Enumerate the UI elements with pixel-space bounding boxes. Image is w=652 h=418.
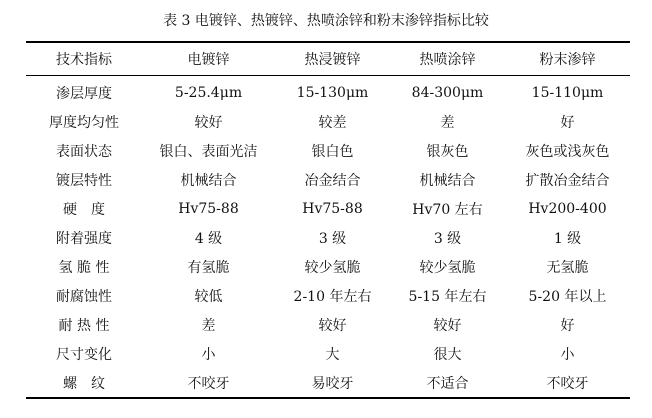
row-label-cell: 表面状态 [56,143,112,160]
table-cell: 不适合 [426,375,469,392]
table-cell: 无氢脆 [546,259,589,276]
row-label-cell: 附着强度 [56,230,112,247]
header-cell-powder-sherardizing: 粉末渗锌 [539,52,596,68]
table-cell: 较好 [318,317,347,334]
table-cell: 4 级 [194,230,223,247]
row-label-cell: 尺寸变化 [56,346,112,363]
table-row [26,136,630,165]
row-label-cell: 硬 度 [63,201,105,218]
table-cell: 3 级 [433,230,462,247]
table-cell: 较少氢脆 [419,259,476,276]
table-cell: 较少氢脆 [304,259,361,276]
row-label-cell: 厚度均匀性 [49,114,119,131]
table-cell: 不咬牙 [546,375,589,392]
table-cell: Hv200-400 [528,200,607,217]
table-row [26,107,630,136]
table-cell: 易咬牙 [311,375,354,392]
row-label-cell: 镀层特性 [56,172,112,189]
table-cell: 扩散冶金结合 [525,172,610,189]
table-cell: 15-110μm [531,84,604,101]
comparison-table [26,41,630,399]
table-cell: 很大 [433,346,462,363]
header-cell-electro-galvanizing: 电镀锌 [187,52,230,68]
header-cell-indicator: 技术指标 [56,52,112,68]
table-cell: 较好 [433,317,462,334]
table-row [26,339,630,368]
header-cell-thermal-spray-zinc: 热喷涂锌 [419,52,476,68]
table-cell: 较低 [194,288,223,305]
table-cell: 差 [440,114,455,131]
table-row [26,310,630,339]
table-cell: 3 级 [318,230,347,247]
row-label-cell: 渗层厚度 [56,85,112,102]
table-cell: 5-15 年左右 [408,288,487,305]
row-label-cell: 耐 热 性 [58,317,110,334]
table-cell: 好 [560,114,575,131]
table-caption: 表 3 电镀锌、热镀锌、热喷涂锌和粉末渗锌指标比较 [163,13,489,29]
table-cell: 小 [560,346,575,363]
table-row [26,368,630,398]
table-cell: 2-10 年左右 [293,288,372,305]
table-cell: 1 级 [553,230,582,247]
table-cell: 5-20 年以上 [528,288,607,305]
table-cell: 5-25.4μm [174,84,243,101]
table-cell: Hv70 左右 [412,201,483,218]
table-cell: 银白、表面光洁 [159,143,258,160]
table-cell: 有氢脆 [187,259,230,276]
table-cell: 15-130μm [296,84,369,101]
table-cell: 银灰色 [426,143,469,160]
table-cell: 机械结合 [419,172,476,189]
table-cell: 银白色 [311,143,354,160]
table-row [26,252,630,281]
table-header-row [26,42,630,76]
table-cell: 大 [325,346,340,363]
header-cell-hot-dip-galvanizing: 热浸镀锌 [304,52,361,68]
row-label-cell: 耐腐蚀性 [56,288,112,305]
row-label-cell: 氢 脆 性 [58,259,110,276]
table-cell: Hv75-88 [302,200,363,217]
table-cell: Hv75-88 [178,200,239,217]
table-row [26,223,630,252]
table-row [26,194,630,223]
table-cell: 灰色或浅灰色 [525,143,610,160]
table-cell: 不咬牙 [187,375,230,392]
table-row [26,165,630,194]
table-row [26,281,630,310]
row-label-cell: 螺 纹 [63,375,105,392]
table-cell: 好 [560,317,575,334]
table-cell: 较好 [194,114,223,131]
table-cell: 机械结合 [180,172,237,189]
table-cell: 较差 [318,114,347,131]
table-row [26,76,630,108]
table-cell: 84-300μm [411,84,484,101]
table-cell: 差 [201,317,216,334]
table-cell: 冶金结合 [304,172,361,189]
table-cell: 小 [201,346,216,363]
